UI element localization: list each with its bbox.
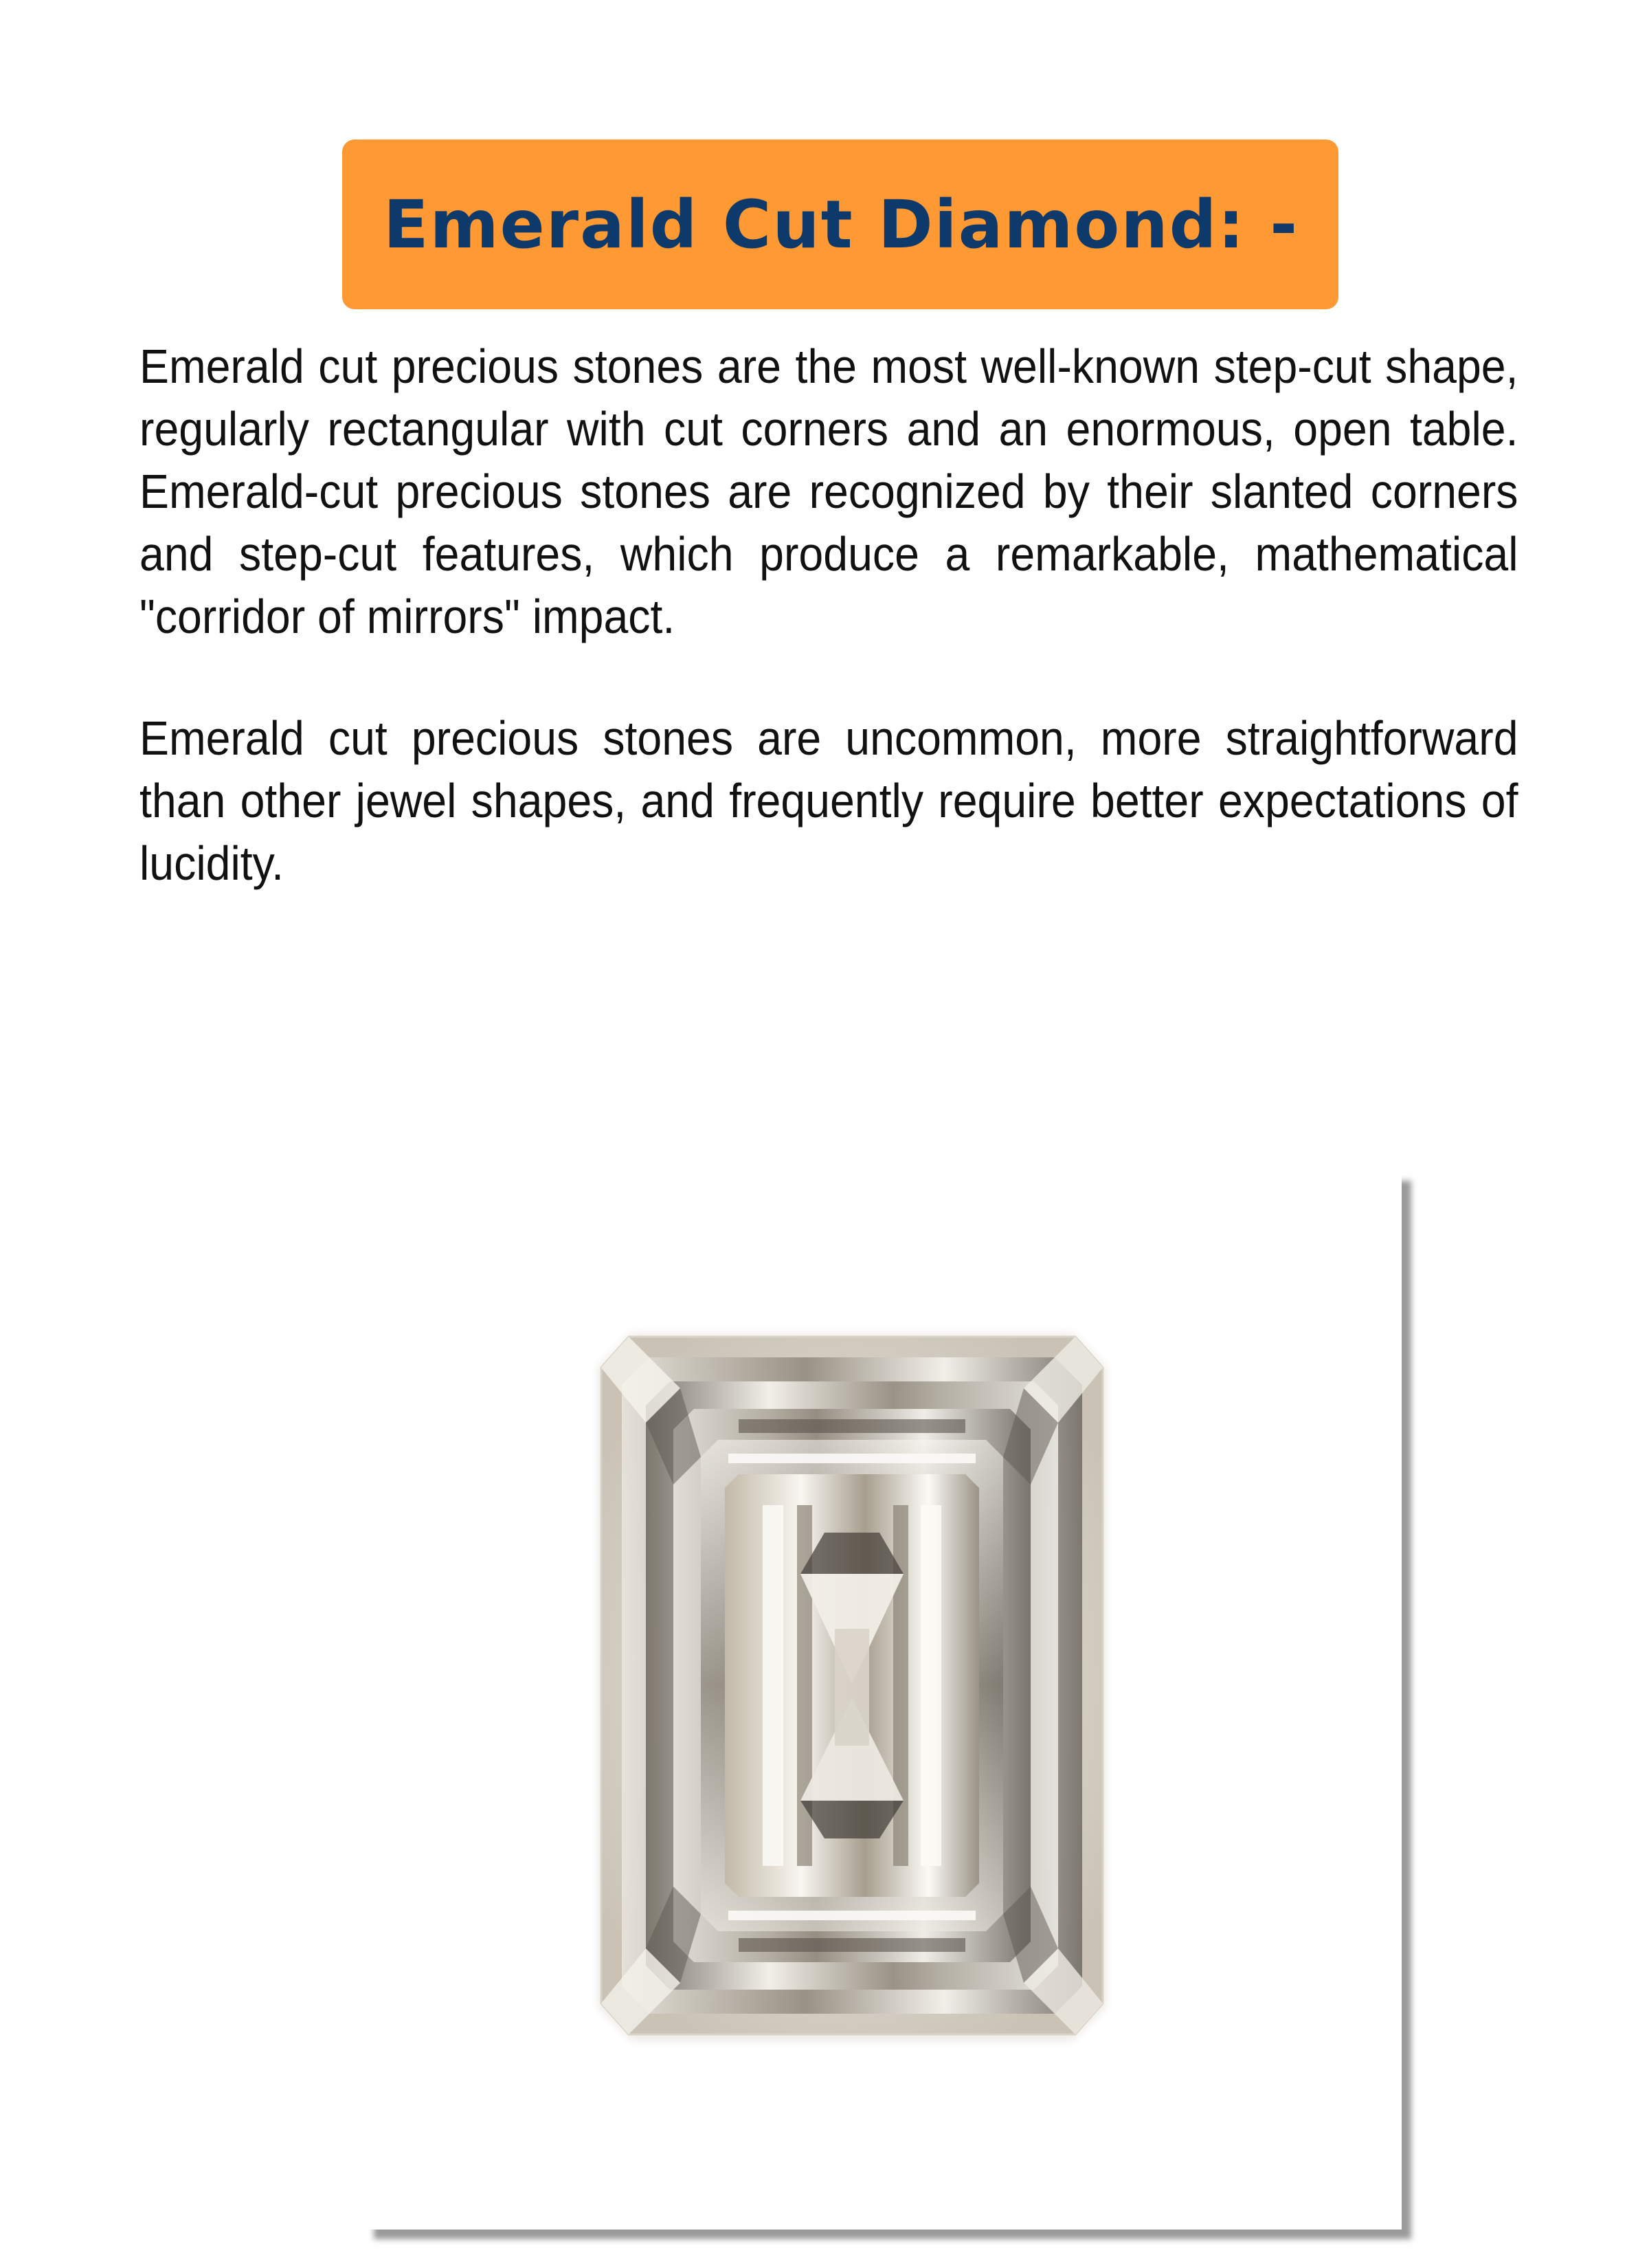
page-title: Emerald Cut Diamond: -	[383, 186, 1299, 263]
diamond-illustration	[591, 1326, 1113, 2048]
emerald-cut-diamond-image	[591, 1326, 1113, 2048]
title-banner	[342, 140, 1338, 309]
paragraph-details: Emerald cut precious stones are uncommon, more straightforward than other jewel shapes, and frequently require better expectations of lucidity.	[139, 711, 1518, 890]
paragraph-intro: Emerald cut precious stones are the most well-known step-cut shape, regularly rectangular with cut corners and an enormous, open table. Emerald-cut precious stones are recognized by their slanted corners and step-cut features, which produce a remarkable, mathematical "corridor of mirrors" impact.	[139, 340, 1518, 643]
